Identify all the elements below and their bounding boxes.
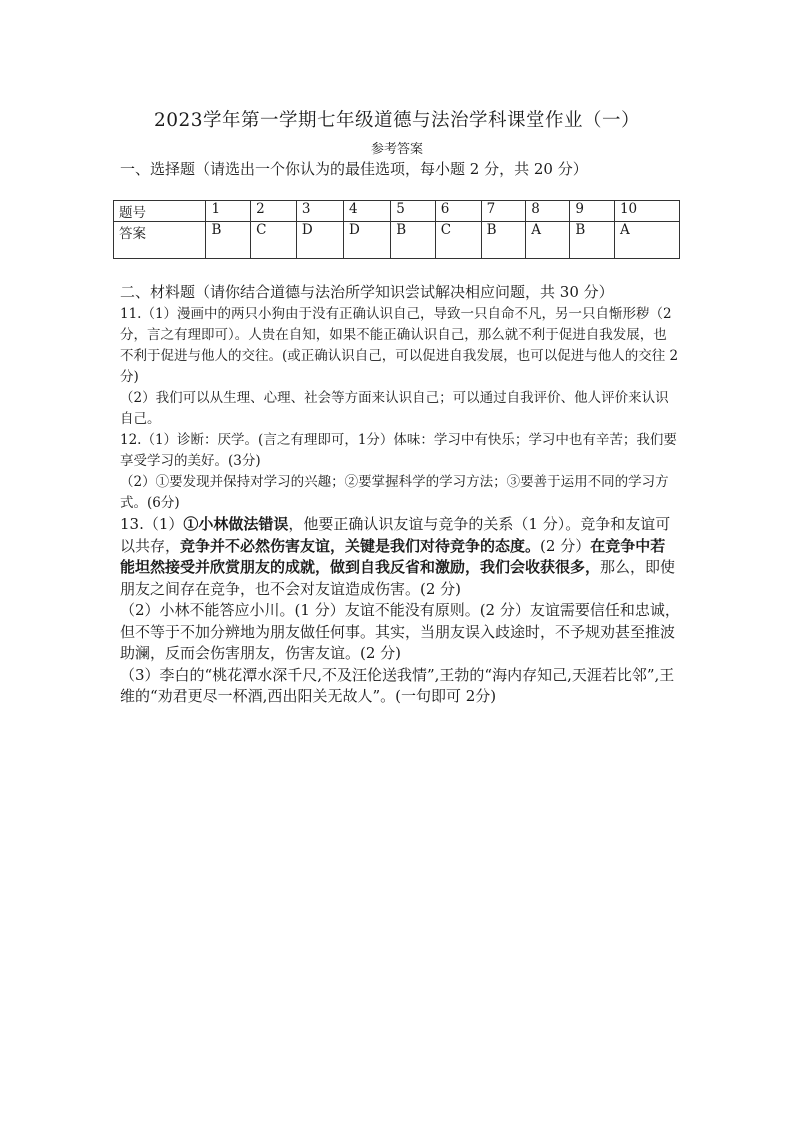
- table-cell: B: [206, 222, 251, 259]
- table-row-answers: [114, 222, 680, 259]
- table-cell: C: [435, 222, 481, 259]
- table-cell: B: [570, 222, 615, 259]
- table-cell: 7: [481, 201, 526, 222]
- table-cell: 2: [251, 201, 297, 222]
- answers-body: [120, 304, 680, 708]
- table-cell: B: [391, 222, 436, 259]
- table-cell: D: [344, 222, 391, 259]
- q13-part1-text-2: (2 分）: [540, 536, 591, 555]
- answer-table: [113, 200, 680, 259]
- section-1-heading: 一、选择题（请选出一个你认为的最佳选项，每小题 2 分，共 20 分）: [120, 160, 588, 178]
- table-cell: 1: [206, 201, 251, 222]
- q13-part1-bold-2: 竞争并不必然伤害友谊，关键是我们对待竞争的态度。: [180, 536, 541, 555]
- table-cell: 4: [344, 201, 391, 222]
- table-cell: 5: [391, 201, 436, 222]
- q13-part1-bold-3: 在竞争中若能坦然接受并欣赏朋友的成就，做到自我反省和激励，我们会收获很多，: [120, 536, 666, 576]
- q13-part1-text-1: ，他要正确认识友谊与竞争的关系（1 分）。竞争和友谊可以共存，: [120, 515, 671, 555]
- table-cell: 6: [435, 201, 481, 222]
- q13-part3: （3）李白的“桃花潭水深千尺,不及汪伦送我情”,王勃的“海内存知己,天涯若比邻”,王维的“劝君更尽一杯酒,西出阳关无故人”。(一句即可 2分): [120, 665, 675, 705]
- table-cell: 答案: [114, 222, 206, 259]
- table-cell: 10: [614, 201, 679, 222]
- page-subtitle: 参考答案: [370, 142, 423, 157]
- table-cell: 9: [570, 201, 615, 222]
- table-cell: 3: [296, 201, 343, 222]
- section-2-heading: 二、材料题（请你结合道德与法治所学知识尝试解决相应问题，共 30 分）: [120, 283, 614, 301]
- table-cell: D: [296, 222, 343, 259]
- table-row-question-numbers: [114, 201, 680, 222]
- q13-part2: （2）小林不能答应小川。(1 分）友谊不能没有原则。(2 分）友谊需要信任和忠诚，但不等于不加分辨地为朋友做任何事。其实，当朋友误入歧途时，不予规劝甚至推波助澜，反而会伤害朋友，伤害友谊。(2 分): [120, 601, 680, 662]
- table-cell: B: [481, 222, 526, 259]
- q12-part2: （2）①要发现并保持对学习的兴趣；②要掌握科学的学习方法；③要善于运用不同的学习方式。(6分): [120, 474, 669, 511]
- q11-part2: （2）我们可以从生理、心理、社会等方面来认识自己；可以通过自我评价、他人评价来认识自己。: [120, 390, 669, 427]
- q12-part1: 12.（1）诊断：厌学。(言之有理即可，1分）体味：学习中有快乐；学习中也有辛苦；我们要享受学习的美好。(3分): [120, 432, 677, 469]
- table-cell: A: [614, 222, 679, 259]
- q13-part1-lead: 13.（1）: [120, 515, 184, 533]
- page-title: 2023学年第一学期七年级道德与法治学科课堂作业（一）: [153, 110, 641, 131]
- table-cell: C: [251, 222, 297, 259]
- table-cell: 题号: [114, 201, 206, 222]
- table-cell: A: [526, 222, 570, 259]
- q11-part1: 11.（1）漫画中的两只小狗由于没有正确认识自己，导致一只自命不凡，另一只自惭形秽（2分，言之有理即可）。人贵在自知，如果不能正确认识自己，那么就不利于促进自我发展，也不利于促进与他人的交往。(或正确认识自己，可以促进自我发展，也可以促进与他人的交往 2分): [120, 306, 679, 385]
- q13-part1-bold-1: ①小林做法错误: [183, 515, 289, 533]
- q13-part1-text-3: 那么，即使朋友之间存在竞争，也不会对友谊造成伤害。(2 分): [120, 558, 676, 598]
- q13-part1: [120, 514, 680, 600]
- table-cell: 8: [526, 201, 570, 222]
